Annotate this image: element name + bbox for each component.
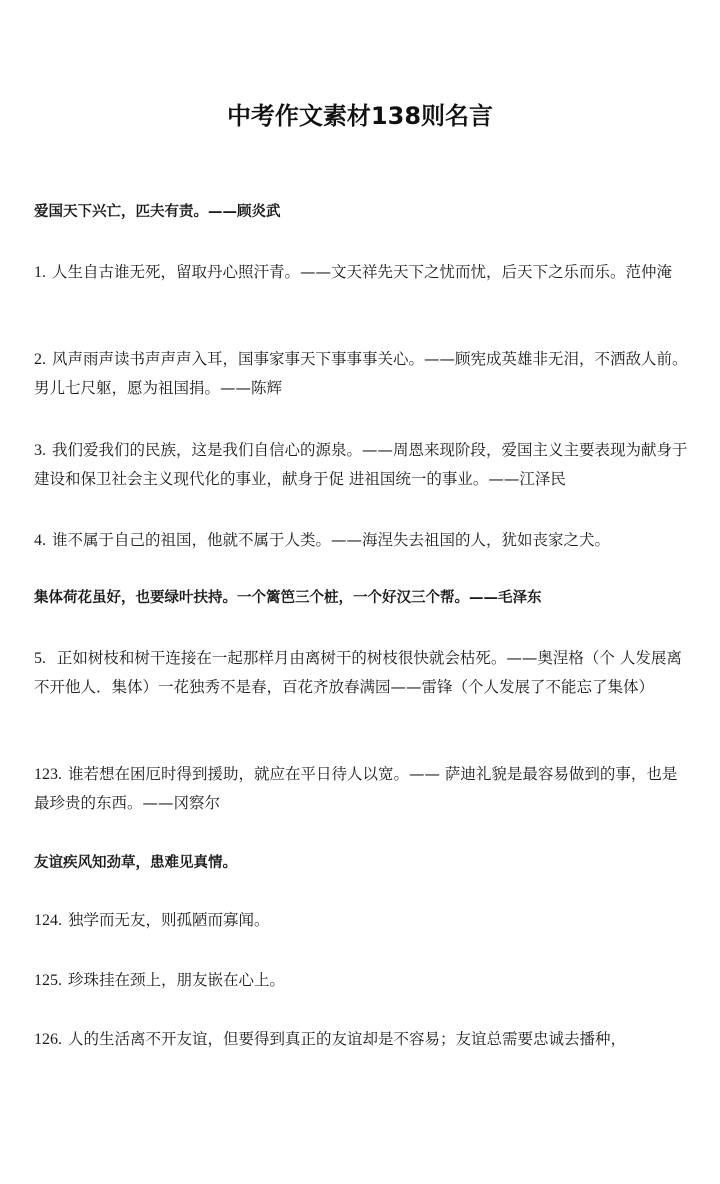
paragraph-8 <box>34 849 690 877</box>
document-title: 中考作文素材138则名言 <box>226 102 494 130</box>
paragraph-1 <box>34 258 690 287</box>
paragraph-number: 125. <box>34 972 62 989</box>
paragraph-4 <box>34 526 690 555</box>
paragraph-7 <box>34 760 690 817</box>
paragraph-9 <box>34 906 690 935</box>
paragraph-text: 爱国天下兴亡，匹夫有责。——顾炎武 <box>34 204 281 220</box>
paragraph-10 <box>34 966 690 995</box>
paragraph-number: 2. <box>34 351 46 368</box>
paragraph-number: 126. <box>34 1031 62 1048</box>
paragraph-text: 人的生活离不开友谊，但要得到真正的友谊却是不容易；友谊总需要忠诚去播种， <box>68 1030 627 1048</box>
paragraph-number: 4. <box>34 532 46 549</box>
paragraph-0 <box>34 198 690 226</box>
paragraph-text: 友谊疾风知劲草，患难见真情。 <box>34 855 237 871</box>
paragraph-text: 人生自古谁无死，留取丹心照汗青。——文天祥先天下之忧而忧，后天下之乐而乐。范仲淹 <box>52 263 673 281</box>
paragraph-3 <box>34 436 690 493</box>
paragraph-number: 5. <box>34 650 46 667</box>
paragraph-number: 3. <box>34 442 46 459</box>
paragraph-2 <box>34 345 690 402</box>
paragraph-text: 正如树枝和树干连接在一起那样月由离树干的树枝很快就会枯死。——奥涅格（个 人发展离不开他人．集体）一花独秀不是春，百花齐放春满园——雷锋（个人发展了不能忘了集体） <box>34 649 682 696</box>
paragraph-text: 独学而无友，则孤陋而寡闻。 <box>68 911 270 929</box>
paragraph-text: 我们爱我们的民族，这是我们自信心的源泉。——周恩来现阶段，爱国主义主要表现为献身于建设和保卫社会主义现代化的事业，献身于促 进祖国统一的事业。——江泽民 <box>34 441 688 488</box>
paragraph-number: 1. <box>34 264 46 281</box>
paragraph-text: 风声雨声读书声声声入耳，国事家事天下事事事关心。——顾宪成英雄非无泪，不洒敌人前。男儿七尺躯，愿为祖国捐。——陈辉 <box>34 350 688 397</box>
paragraph-6 <box>34 644 690 701</box>
paragraph-number: 124. <box>34 912 62 929</box>
paragraph-text: 集体荷花虽好，也要绿叶扶持。一个篱笆三个桩，一个好汉三个帮。——毛泽东 <box>34 590 542 606</box>
paragraph-11 <box>34 1025 690 1054</box>
paragraph-text: 谁若想在困厄时得到援助，就应在平日待人以宽。—— 萨迪礼貌是最容易做到的事，也是最珍贵的东西。——冈察尔 <box>34 765 678 812</box>
paragraph-text: 珍珠挂在颈上，朋友嵌在心上。 <box>68 971 286 989</box>
paragraph-text: 谁不属于自己的祖国，他就不属于人类。——海涅失去祖国的人，犹如丧家之犬。 <box>52 531 611 549</box>
paragraph-5 <box>34 584 690 612</box>
paragraph-number: 123. <box>34 766 62 783</box>
